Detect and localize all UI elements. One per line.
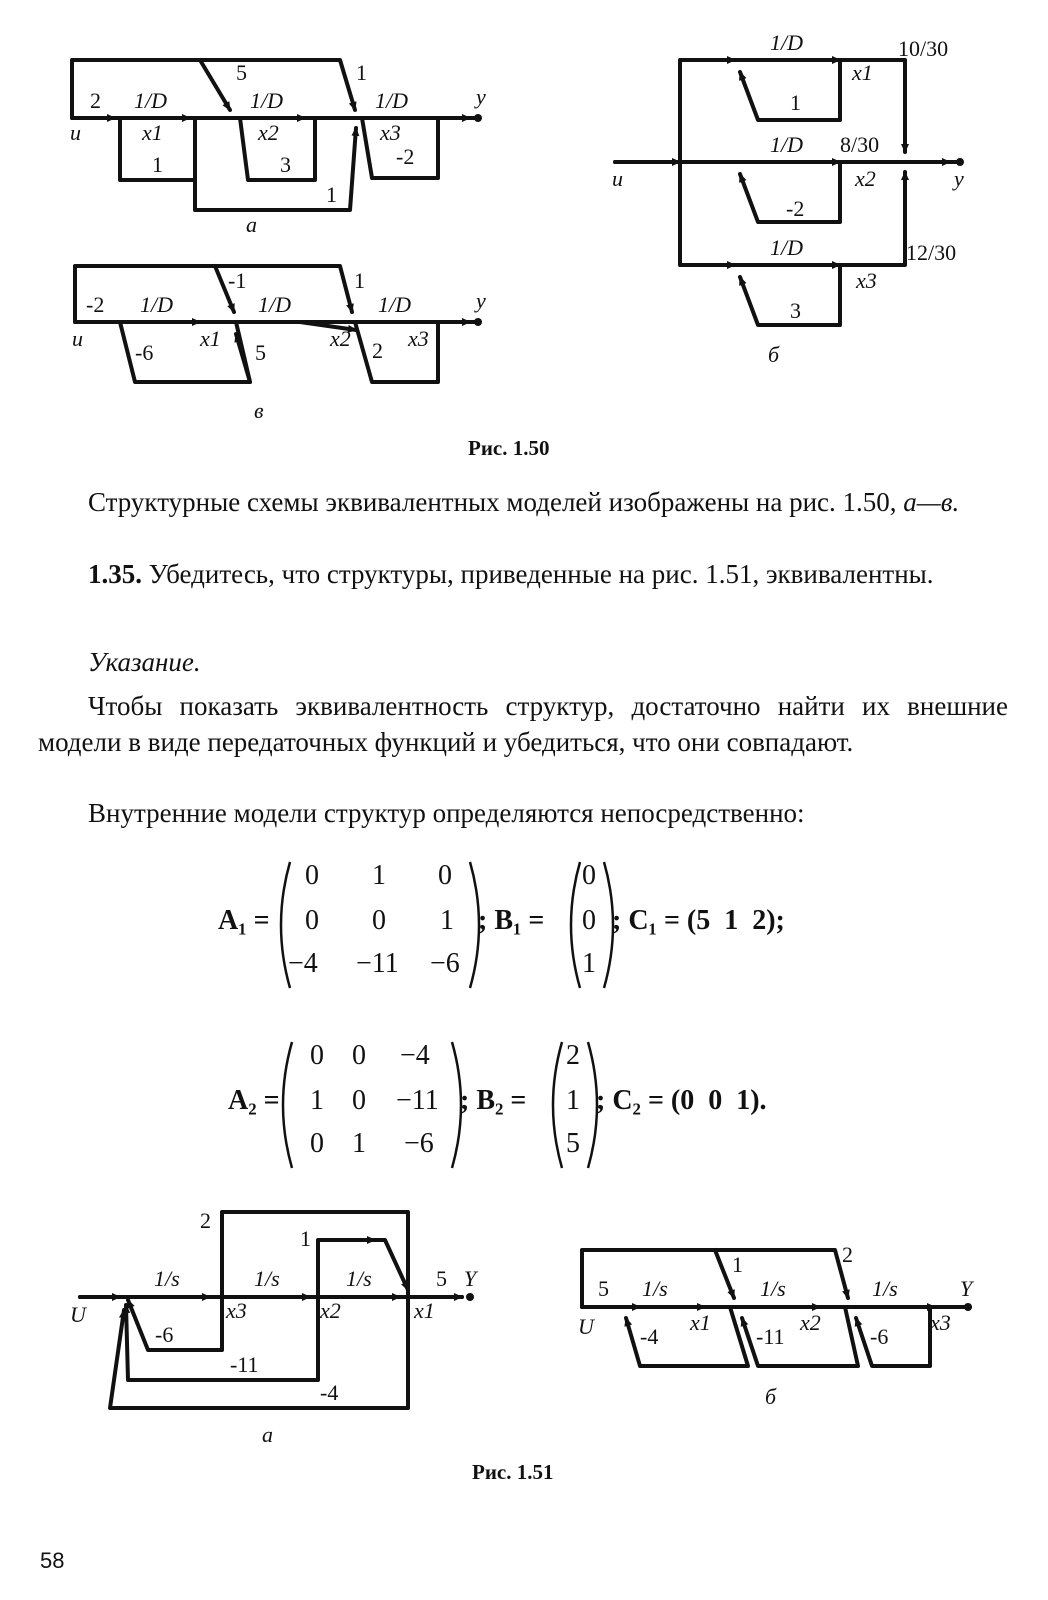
A1-r2c2: −6 [430, 948, 460, 979]
fig150b-int1: 1/D [770, 30, 803, 55]
fig150b-fb1: 1 [790, 90, 801, 115]
A2-label: A₂ = [228, 1085, 280, 1116]
B1-label: ; B₁ = [478, 905, 545, 936]
fig151a-gtop2: 2 [200, 1208, 211, 1233]
p2-text: Убедитесь, что структуры, приведенные на рис. 1.51, эквивалентны. [142, 559, 934, 589]
fig150b-x2: x2 [855, 166, 876, 191]
p1-text: Структурные схемы эквивалентных моделей изображены на рис. 1.50, [88, 487, 904, 517]
fig150v-x1: x1 [200, 326, 221, 351]
B2-label: ; B₂ = [460, 1085, 527, 1116]
fig151b-g1: 1 [732, 1252, 743, 1277]
fig150a-fb1: 1 [152, 152, 163, 177]
fig150a-int3: 1/D [375, 88, 408, 113]
B2-r0: 2 [566, 1040, 580, 1071]
hint-heading: Указание. [88, 647, 201, 677]
p1-ref: а—в. [903, 487, 960, 517]
C1: ; C₁ = (5 1 2); [612, 905, 785, 936]
fig150b-label: б [768, 342, 780, 367]
fig150a-x1: x1 [142, 120, 163, 145]
fig150a-y: y [476, 84, 486, 109]
fig151a-y: Y [464, 1266, 477, 1291]
fig151-caption: Рис. 1.51 [472, 1460, 554, 1484]
fig151b-x1: x1 [690, 1310, 711, 1335]
A2-r0c0: 0 [310, 1040, 324, 1071]
fig151a-label: а [262, 1422, 273, 1447]
fig150a-x3: x3 [380, 120, 401, 145]
fig150b-int3: 1/D [770, 235, 803, 260]
fig151b-fb2: -11 [756, 1324, 785, 1349]
fig150v-g1: -2 [86, 292, 105, 317]
A1-r1c1: 0 [372, 905, 386, 936]
fig150v-int3: 1/D [378, 292, 411, 317]
fig150a-label: а [246, 212, 257, 237]
fig151a-fb2: -11 [230, 1352, 259, 1377]
fig151b-x2: x2 [800, 1310, 821, 1335]
B1-r1: 0 [582, 905, 596, 936]
fig150b-u: u [612, 166, 623, 191]
fig151a-x3: x3 [226, 1298, 247, 1323]
fig150b-fb2: -2 [786, 196, 805, 221]
fig150a-g1: 2 [90, 88, 101, 113]
A1-label: A₁ = [218, 905, 270, 936]
fig150v-int1: 1/D [140, 292, 173, 317]
fig151b-label: б [765, 1384, 777, 1409]
fig150v-g2: -1 [228, 268, 247, 293]
fig151b-gin: 5 [598, 1276, 609, 1301]
fig151a-fb1: -6 [155, 1322, 174, 1347]
A2-r2c2: −6 [404, 1128, 434, 1159]
A2-r2c0: 0 [310, 1128, 324, 1159]
fig150a-x2: x2 [258, 120, 279, 145]
fig151a-int1: 1/s [154, 1266, 180, 1291]
fig151a-x1: x1 [414, 1298, 435, 1323]
fig151a-gout: 5 [436, 1266, 447, 1291]
A1-r1c0: 0 [305, 905, 319, 936]
fig151a-x2: x2 [320, 1298, 341, 1323]
fig150a-int1: 1/D [134, 88, 167, 113]
fig151a-int3: 1/s [346, 1266, 372, 1291]
A2-r0c2: −4 [400, 1040, 430, 1071]
fig150b-y: y [954, 166, 964, 191]
A2-r1c2: −11 [396, 1085, 439, 1116]
fig150v-g3: 1 [354, 268, 365, 293]
A1-r0c1: 1 [372, 860, 386, 891]
fig150v-fb1: -6 [135, 340, 154, 365]
fig150v-y: y [476, 288, 486, 313]
fig151a-u: U [70, 1302, 86, 1327]
paragraph-4: Внутренние модели структур определяются непосредственно: [88, 798, 805, 828]
fig151b-int1: 1/s [642, 1276, 668, 1301]
fig150a-fb3: -2 [396, 144, 415, 169]
fig150v-u: u [72, 326, 83, 351]
fig150a-u: u [70, 120, 81, 145]
fig151b-x3: x3 [930, 1310, 951, 1335]
page-number: 58 [40, 1548, 65, 1573]
A2-r2c1: 1 [352, 1128, 366, 1159]
fig150a-g2: 5 [236, 60, 247, 85]
A1-r2c1: −11 [356, 948, 399, 979]
A1-r1c2: 1 [440, 905, 454, 936]
fig150b-c3: 12/30 [906, 240, 957, 265]
A2-r1c0: 1 [310, 1085, 324, 1116]
fig150b-x3: x3 [856, 268, 877, 293]
fig150a-fb4: 1 [326, 182, 337, 207]
A1-r0c0: 0 [305, 860, 319, 891]
fig150b-c1: 10/30 [898, 36, 949, 61]
B2-r1: 1 [566, 1085, 580, 1116]
fig151a-fb3: -4 [320, 1380, 339, 1405]
fig150v-fb3: 2 [372, 338, 383, 363]
fig150a-int2: 1/D [250, 88, 283, 113]
fig151b-g2: 2 [842, 1242, 853, 1267]
fig150b-x1: x1 [852, 60, 873, 85]
fig151b-y: Y [960, 1276, 973, 1301]
A1-r0c2: 0 [438, 860, 452, 891]
fig150v-int2: 1/D [258, 292, 291, 317]
fig151b-fb3: -6 [870, 1324, 889, 1349]
B1-r2: 1 [582, 948, 596, 979]
B2-r2: 5 [566, 1128, 580, 1159]
fig151a-gtop1: 1 [300, 1226, 311, 1251]
fig151b-fb1: -4 [640, 1324, 659, 1349]
fig151b-u: U [578, 1314, 594, 1339]
fig151b-int3: 1/s [872, 1276, 898, 1301]
fig150a-g3: 1 [356, 60, 367, 85]
fig150b-fb3: 3 [790, 298, 801, 323]
fig150v-label: в [254, 398, 264, 423]
fig150b-c2: 8/30 [840, 132, 880, 157]
B1-r0: 0 [582, 860, 596, 891]
fig150b-int2: 1/D [770, 132, 803, 157]
paragraph-3: Чтобы показать эквивалентность структур, достаточно найти их внешние модели в виде передаточных функций и убедиться, что они совпадают. [38, 691, 1008, 757]
A2-r1c1: 0 [352, 1085, 366, 1116]
A1-r2c0: −4 [288, 948, 318, 979]
fig151b-int2: 1/s [760, 1276, 786, 1301]
fig151a-int2: 1/s [254, 1266, 280, 1291]
problem-number: 1.35. [88, 559, 142, 589]
A2-r0c1: 0 [352, 1040, 366, 1071]
fig150-caption: Рис. 1.50 [468, 436, 550, 460]
fig150a-fb2: 3 [280, 152, 291, 177]
fig150v-x3: x3 [408, 326, 429, 351]
fig150v-fb2: 5 [255, 340, 266, 365]
fig150v-x2: x2 [330, 326, 351, 351]
C2: ; C₂ = (0 0 1). [596, 1085, 767, 1116]
